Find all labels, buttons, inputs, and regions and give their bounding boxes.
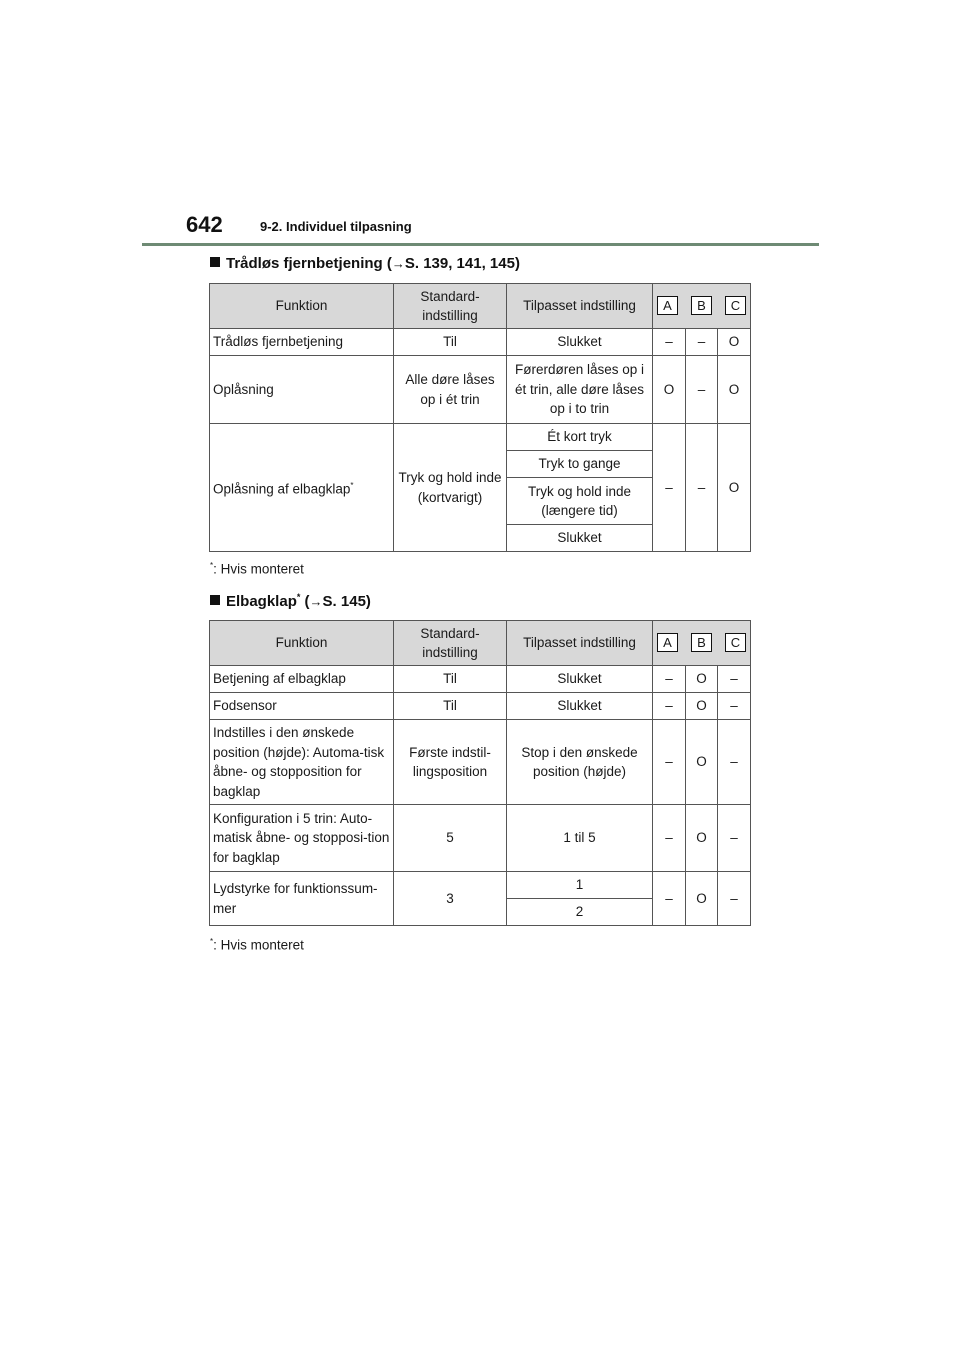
section1-heading (210, 255, 520, 272)
cell-c: – (718, 872, 751, 926)
cell-funktion: Oplåsning (210, 356, 394, 424)
cell-c: – (718, 805, 751, 872)
cell-a: – (653, 872, 686, 926)
cell-c: O (718, 424, 751, 552)
table-row (210, 666, 751, 693)
section1-heading-text: Trådløs fjernbetjening ( (226, 255, 392, 272)
cell-standard: 3 (394, 872, 507, 926)
cell-tilpasset: Slukket (507, 329, 653, 356)
cell-standard: Til (394, 693, 507, 720)
header-abc (653, 284, 751, 329)
cell-c: – (718, 720, 751, 805)
section2-page-ref: S. 145) (322, 593, 371, 610)
cell-b: O (686, 805, 718, 872)
cell-tilpasset: 2 (507, 899, 653, 926)
footnote-marker: * (210, 561, 214, 570)
cell-a: – (653, 693, 686, 720)
label-c: C (725, 633, 746, 652)
cell-tilpasset: Tryk og hold inde (længere tid) (507, 478, 653, 525)
cell-tilpasset: Ét kort tryk (507, 424, 653, 451)
cell-b: O (686, 693, 718, 720)
cell-tilpasset: Stop i den ønskede position (højde) (507, 720, 653, 805)
label-b: B (691, 633, 712, 652)
cell-standard: Første indstil-lingsposition (394, 720, 507, 805)
bullet-square-icon (210, 257, 220, 267)
table-row (210, 693, 751, 720)
footnote-text: : Hvis monteret (213, 561, 304, 577)
table-row (210, 720, 751, 805)
cell-a: – (653, 805, 686, 872)
remote-settings-table (209, 283, 751, 552)
cell-funktion: Betjening af elbagklap (210, 666, 394, 693)
cell-tilpasset: 1 til 5 (507, 805, 653, 872)
header-tilpasset: Tilpasset indstilling (507, 284, 653, 329)
header-funktion: Funktion (210, 621, 394, 666)
table-header-row (210, 284, 751, 329)
cell-standard: Tryk og hold inde (kortvarigt) (394, 424, 507, 552)
cell-c: O (718, 329, 751, 356)
label-a: A (657, 633, 678, 652)
header-standard: Standard- indstilling (394, 284, 507, 329)
cell-tilpasset: Slukket (507, 693, 653, 720)
cell-c: – (718, 666, 751, 693)
cell-b: – (686, 329, 718, 356)
cell-funktion: Fodsensor (210, 693, 394, 720)
cell-tilpasset: 1 (507, 872, 653, 899)
table-row (210, 356, 751, 424)
label-c: C (725, 296, 746, 315)
section1-page-ref: S. 139, 141, 145) (404, 255, 520, 272)
cell-b: O (686, 872, 718, 926)
cell-funktion: Konfiguration i 5 trin: Auto-matisk åbne- og stopposi-tion for bagklap (210, 805, 394, 872)
arrow-right-icon: → (309, 594, 323, 609)
table-row (210, 329, 751, 356)
footnote-marker: * (210, 937, 214, 946)
cell-b: – (686, 356, 718, 424)
label-b: B (691, 296, 712, 315)
cell-standard: Til (394, 329, 507, 356)
cell-a: – (653, 329, 686, 356)
section2-heading-text: Elbagklap (226, 593, 297, 610)
cell-funktion-text: Oplåsning af elbagklap (213, 481, 351, 497)
cell-a: – (653, 666, 686, 693)
header-funktion: Funktion (210, 284, 394, 329)
cell-standard: Alle døre låses op i ét trin (394, 356, 507, 424)
footnote (210, 561, 304, 577)
cell-a: – (653, 720, 686, 805)
section-title: 9-2. Individuel tilpasning (260, 219, 412, 234)
table-row (210, 872, 751, 899)
footnote (210, 937, 304, 953)
table-row (210, 805, 751, 872)
cell-funktion: Trådløs fjernbetjening (210, 329, 394, 356)
cell-b: O (686, 720, 718, 805)
cell-funktion: Lydstyrke for funktionssum-mer (210, 872, 394, 926)
footnote-marker: * (296, 592, 301, 602)
header-abc (653, 621, 751, 666)
footnote-text: : Hvis monteret (213, 937, 304, 953)
cell-tilpasset: Slukket (507, 525, 653, 552)
table-row (210, 424, 751, 451)
cell-funktion: Indstilles i den ønskede position (højde): Automa-tisk åbne- og stopposition for bagklap (210, 720, 394, 805)
cell-b: O (686, 666, 718, 693)
cell-funktion (210, 424, 394, 552)
section2-heading-paren: ( (300, 593, 310, 610)
label-a: A (657, 296, 678, 315)
page-number: 642 (186, 212, 223, 237)
cell-tilpasset: Førerdøren låses op i ét trin, alle døre låses op i to trin (507, 356, 653, 424)
cell-c: – (718, 693, 751, 720)
bullet-square-icon (210, 595, 220, 605)
cell-tilpasset: Tryk to gange (507, 451, 653, 478)
cell-standard: 5 (394, 805, 507, 872)
tailgate-settings-table (209, 620, 751, 926)
cell-a: O (653, 356, 686, 424)
arrow-right-icon: → (391, 256, 405, 271)
header-rule (142, 243, 819, 246)
table-header-row (210, 621, 751, 666)
cell-standard: Til (394, 666, 507, 693)
header-tilpasset: Tilpasset indstilling (507, 621, 653, 666)
footnote-marker: * (350, 481, 354, 490)
section2-heading (210, 592, 371, 610)
cell-c: O (718, 356, 751, 424)
cell-b: – (686, 424, 718, 552)
cell-tilpasset: Slukket (507, 666, 653, 693)
cell-a: – (653, 424, 686, 552)
header-standard: Standard- indstilling (394, 621, 507, 666)
